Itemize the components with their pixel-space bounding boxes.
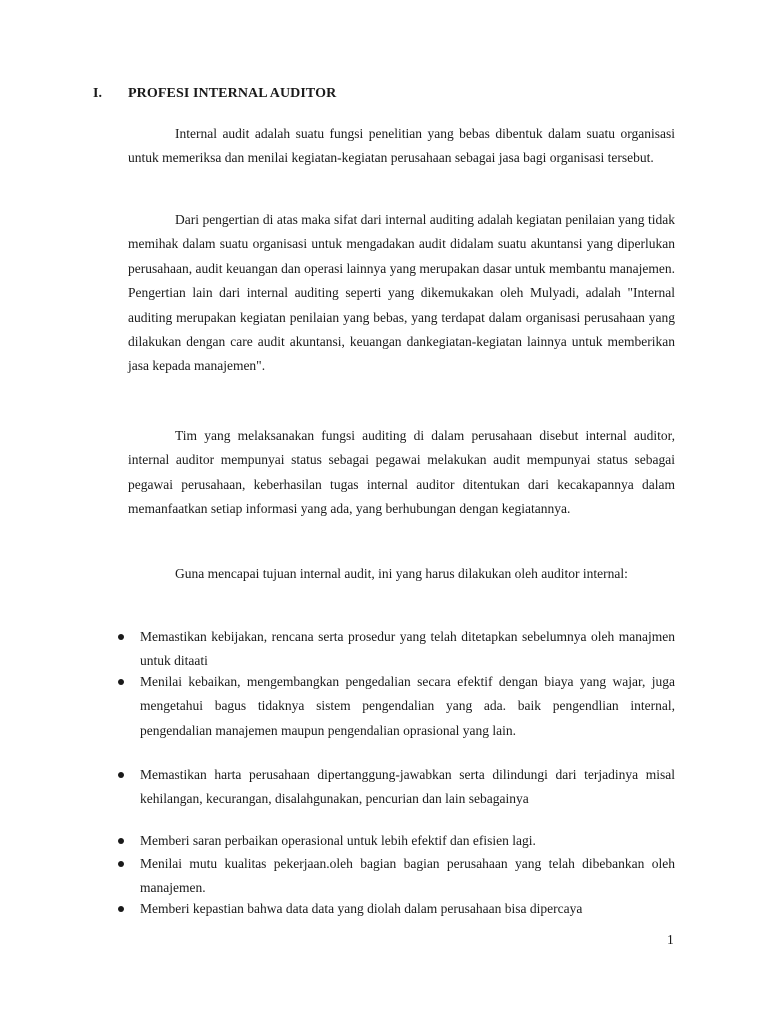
- list-item-text: Memberi kepastian bahwa data data yang diolah dalam perusahaan bisa dipercaya: [140, 901, 583, 916]
- list-item-text: Memastikan kebijakan, rencana serta prosedur yang telah ditetapkan sebelumnya oleh manajmen untuk ditaati: [140, 629, 675, 669]
- paragraph-goals-intro: Guna mencapai tujuan internal audit, ini yang harus dilakukan oleh auditor internal:: [175, 566, 628, 581]
- section-heading: [93, 86, 336, 102]
- bullet-icon: [118, 906, 124, 912]
- list-item-text: Memastikan harta perusahaan dipertanggung-jawabkan serta dilindungi dari terjadinya misal kehilangan, kecurangan, disalahgunakan, pencurian dan lain sebagainya: [140, 767, 675, 807]
- bullet-icon: [118, 772, 124, 778]
- section-number: I.: [93, 86, 103, 101]
- list-item: [118, 852, 675, 901]
- bullet-icon: [118, 634, 124, 640]
- list-item: [118, 670, 675, 743]
- paragraph-definition: Internal audit adalah suatu fungsi penelitian yang bebas dibentuk dalam suatu organisasi untuk memeriksa dan menilai kegiatan-kegiatan perusahaan sebagai jasa bagi organisasi tersebut.: [128, 126, 675, 166]
- bullet-icon: [118, 861, 124, 867]
- paragraph-nature: Dari pengertian di atas maka sifat dari internal auditing adalah kegiatan penilaian yang tidak memihak dalam suatu organisasi untuk mengadakan audit didalam suatu akuntansi yang diperlukan perusahaan, audit keuangan dan operasi lainnya yang merupakan dasar untuk membantu manajemen. Pengertian lain dari internal auditing seperti yang dikemukakan oleh Mulyadi, adalah "Internal auditing merupakan kegiatan penilaian yang bebas, yang terdapat dalam organisasi perusahaan yang dilakukan dengan care audit akuntansi, keuangan dankegiatan-kegiatan lainnya untuk memberikan jasa kepada manajemen".: [128, 212, 675, 374]
- page-number: 1: [667, 932, 674, 947]
- paragraph-team: Tim yang melaksanakan fungsi auditing di dalam perusahaan disebut internal auditor, internal auditor mempunyai status sebagai pegawai melakukan audit mempunyai status sebagai pegawai perusahaan, keberhasilan tugas internal auditor ditentukan dari kecakapannya dalam memanfaatkan setiap informasi yang ada, yang berhubungan dengan kegiatannya.: [128, 428, 675, 517]
- bullet-icon: [118, 679, 124, 685]
- list-item-text: Memberi saran perbaikan operasional untuk lebih efektif dan efisien lagi.: [140, 833, 536, 848]
- list-item: [118, 832, 675, 850]
- list-item-text: Menilai kebaikan, mengembangkan pengedalian secara efektif dengan biaya yang wajar, juga mengetahui bagus tidaknya sistem pengendalian yang ada. baik pengendlian internal, pengendalian manajemen maupun pengendalian oprasional yang lain.: [140, 674, 675, 738]
- list-item-text: Menilai mutu kualitas pekerjaan.oleh bagian bagian perusahaan yang telah dibebankan oleh manajemen.: [140, 856, 675, 896]
- list-item: [118, 897, 675, 921]
- section-title: PROFESI INTERNAL AUDITOR: [128, 86, 337, 101]
- bullet-icon: [118, 838, 124, 844]
- list-item: [118, 625, 675, 674]
- list-item: [118, 763, 675, 812]
